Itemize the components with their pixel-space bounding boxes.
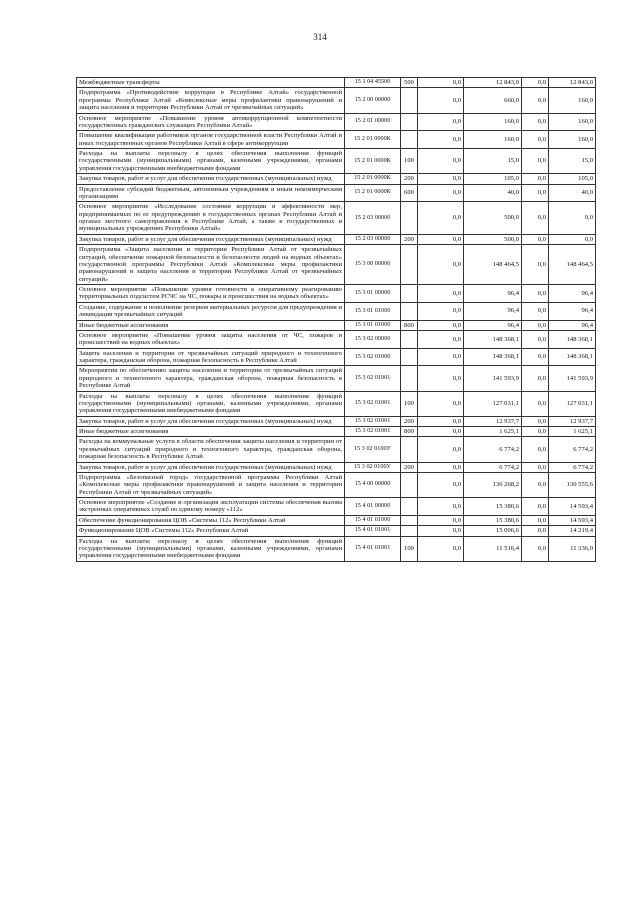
target-code: 15 4 00 00000 [345,472,401,497]
amount-4: 130 555,6 [549,472,596,497]
amount-4: 0,0 [549,202,596,235]
target-code: 15 2 00 00000 [345,88,401,113]
row-name: Повышение квалификации работников органов государственной власти Республики Алтай и иных государственных органов Республики Алтай в сфере антикоррупции [77,131,345,149]
target-code: 15 4 01 01001 [345,536,401,561]
row-name: Закупка товаров, работ и услуг для обеспечения государственных (муниципальных) нужд [77,416,345,426]
amount-1: 0,0 [418,245,464,285]
amount-3: 0,0 [522,245,549,285]
expense-type [401,366,418,391]
expense-type [401,472,418,497]
amount-1: 0,0 [418,391,464,416]
amount-1: 0,0 [418,302,464,320]
page-number: 314 [313,32,327,42]
amount-3: 0,0 [522,330,549,348]
amount-1: 0,0 [418,330,464,348]
amount-4: 14 219,4 [549,526,596,536]
row-name: Закупка товаров, работ и услуг для обеспечения государственных (муниципальных) нужд [77,174,345,184]
expense-type: 800 [401,427,418,437]
amount-3: 0,0 [522,462,549,472]
amount-3: 0,0 [522,131,549,149]
amount-1: 0,0 [418,78,464,88]
row-name: Предоставление субсидий бюджетным, автономным учреждениям и иным некоммерческим организациям [77,184,345,202]
table-row [77,498,596,516]
amount-2: 136 268,2 [464,472,522,497]
row-name: Расходы на выплаты персоналу в целях обеспечения выполнения функций государственными (муниципальными) органами, казенными учреждениями, органами управления государственными внебюджетными фондами [77,391,345,416]
target-code: 15 2 01 0000К [345,174,401,184]
expense-type [401,131,418,149]
table-row [77,330,596,348]
table-row [77,437,596,462]
row-name: Подпрограмма «Противодействие коррупции в Республике Алтай» государственной программы Республики Алтай «Комплексные меры профилактики правонарушений и защита населения и территории Республики Алтай от чрезвычайных ситуаций» [77,88,345,113]
expense-type: 200 [401,462,418,472]
amount-1: 0,0 [418,184,464,202]
expense-type [401,437,418,462]
row-name: Обеспечение функционирования ЦОВ «Системы 112» Республики Алтай [77,515,345,525]
amount-1: 0,0 [418,536,464,561]
amount-3: 0,0 [522,526,549,536]
amount-3: 0,0 [522,348,549,366]
amount-2: 160,0 [464,113,522,131]
amount-4: 148 464,5 [549,245,596,285]
target-code: 15 3 00 00000 [345,245,401,285]
expense-type: 200 [401,234,418,244]
expense-type [401,285,418,303]
expense-type: 200 [401,416,418,426]
row-name: Мероприятия по обеспечению защиты населения и территории от чрезвычайных ситуаций природного и техногенного характера, гражданская оборона, пожарная безопасность в Республике Алтай [77,366,345,391]
amount-4: 160,0 [549,113,596,131]
amount-4: 11 336,0 [549,536,596,561]
row-name: Расходы на выплаты персоналу в целях обеспечения выполнения функций государственными (муниципальными) органами, казенными учреждениями, органами управления государственными внебюджетными фондами [77,536,345,561]
amount-3: 0,0 [522,366,549,391]
target-code: 15 2 01 0000К [345,149,401,174]
amount-4: 14 593,4 [549,498,596,516]
amount-2: 96,4 [464,302,522,320]
amount-4: 6 774,2 [549,437,596,462]
target-code: 15 3 02 01001 [345,416,401,426]
amount-1: 0,0 [418,427,464,437]
target-code: 15 3 01 01000 [345,302,401,320]
table-row [77,536,596,561]
amount-4: 96,4 [549,320,596,330]
row-name: Основное мероприятие «Создание и организация эксплуатации системы обеспечения вызова экстренных оперативных служб по единому номеру «112» [77,498,345,516]
expense-type: 100 [401,536,418,561]
target-code: 15 3 02 01001 [345,427,401,437]
amount-3: 0,0 [522,302,549,320]
row-name: Функционирование ЦОВ «Системы 112» Республики Алтай [77,526,345,536]
amount-4: 12 843,0 [549,78,596,88]
expense-type [401,113,418,131]
amount-2: 96,4 [464,320,522,330]
amount-2: 127 031,1 [464,391,522,416]
row-name: Защита населения и территории от чрезвычайных ситуаций природного и техногенного характера, гражданская оборона, пожарная безопасность в Республике Алтай [77,348,345,366]
row-name: Закупка товаров, работ и услуг для обеспечения государственных (муниципальных) нужд [77,462,345,472]
target-code: 15 2 01 00000 [345,113,401,131]
amount-3: 0,0 [522,498,549,516]
amount-3: 0,0 [522,536,549,561]
row-name: Основное мероприятие «Повышение уровня антикоррупционной компетентности государственных гражданских служащих Республики Алтай» [77,113,345,131]
table-row [77,245,596,285]
row-name: Расходы на коммунальные услуги в области обеспечения защиты населения и территории от чрезвычайных ситуаций природного и техногенного характера, гражданская оборона, пожарная безопасность в Республике Алтай [77,437,345,462]
amount-3: 0,0 [522,88,549,113]
target-code: 15 3 02 00000 [345,330,401,348]
target-code: 15 3 02 01001 [345,366,401,391]
target-code: 15 4 01 01000 [345,515,401,525]
amount-1: 0,0 [418,348,464,366]
target-code: 15 2 01 0000К [345,184,401,202]
expense-type [401,302,418,320]
table-row [77,366,596,391]
target-code: 15 4 01 01001 [345,526,401,536]
table-row [77,391,596,416]
amount-4: 105,0 [549,174,596,184]
amount-2: 15 380,6 [464,498,522,516]
amount-4: 40,0 [549,184,596,202]
row-name: Расходы на выплаты персоналу в целях обеспечения выполнения функций государственными (муниципальными) органами, казенными учреждениями, органами управления государственными внебюджетными фондами [77,149,345,174]
amount-3: 0,0 [522,320,549,330]
table-row [77,78,596,88]
target-code: 15 1 04 45500 [345,78,401,88]
amount-2: 500,0 [464,202,522,235]
amount-4: 96,4 [549,302,596,320]
amount-1: 0,0 [418,437,464,462]
target-code: 15 3 02 01001 [345,391,401,416]
amount-2: 15 380,6 [464,515,522,525]
amount-2: 12 937,7 [464,416,522,426]
amount-1: 0,0 [418,320,464,330]
expense-type [401,348,418,366]
table-row [77,131,596,149]
amount-2: 148 368,1 [464,330,522,348]
amount-2: 12 843,0 [464,78,522,88]
expense-type: 500 [401,78,418,88]
target-code: 15 2 03 00000 [345,202,401,235]
expense-type [401,88,418,113]
amount-2: 6 774,2 [464,462,522,472]
target-code: 15 3 02 01000 [345,348,401,366]
amount-4: 160,0 [549,88,596,113]
amount-1: 0,0 [418,149,464,174]
table-row [77,302,596,320]
amount-2: 40,0 [464,184,522,202]
table-row [77,285,596,303]
target-code: 15 2 01 0000К [345,131,401,149]
amount-2: 15 006,6 [464,526,522,536]
expense-type: 600 [401,184,418,202]
amount-3: 0,0 [522,184,549,202]
row-name: Закупка товаров, работ и услуг для обеспечения государственных (муниципальных) нужд [77,234,345,244]
amount-3: 0,0 [522,472,549,497]
row-name: Создание, содержание и пополнение резервов материальных ресурсов для предупреждения и ликвидации чрезвычайных ситуаций [77,302,345,320]
amount-3: 0,0 [522,174,549,184]
table-row [77,88,596,113]
amount-4: 12 937,7 [549,416,596,426]
row-name: Подпрограмма «Защита населения и территории Республики Алтай от чрезвычайных ситуаций, обеспечение пожарной безопасности и безопасности людей на водных объектах» государственной программы Республики Алтай «Комплексные меры профилактики правонарушений и защита населения и территории Республики Алтай от чрезвычайных ситуаций» [77,245,345,285]
expense-type: 800 [401,320,418,330]
amount-4: 14 593,4 [549,515,596,525]
amount-3: 0,0 [522,427,549,437]
amount-1: 0,0 [418,416,464,426]
amount-3: 0,0 [522,149,549,174]
amount-4: 1 625,1 [549,427,596,437]
amount-1: 0,0 [418,202,464,235]
amount-3: 0,0 [522,391,549,416]
amount-4: 15,0 [549,149,596,174]
amount-2: 148 464,5 [464,245,522,285]
amount-1: 0,0 [418,285,464,303]
amount-2: 148 368,1 [464,348,522,366]
table-row [77,427,596,437]
amount-2: 105,0 [464,174,522,184]
target-code: 15 3 02 0100У [345,437,401,462]
amount-2: 11 516,4 [464,536,522,561]
amount-1: 0,0 [418,113,464,131]
target-code: 15 4 01 00000 [345,498,401,516]
table-row [77,184,596,202]
amount-1: 0,0 [418,472,464,497]
table-row [77,348,596,366]
row-name: Основное мероприятие «Повышение уровня защиты населения от ЧС, пожаров и происшествий на водных объектах» [77,330,345,348]
amount-3: 0,0 [522,285,549,303]
amount-2: 1 625,1 [464,427,522,437]
target-code: 15 3 02 0100У [345,462,401,472]
amount-1: 0,0 [418,498,464,516]
expense-type [401,498,418,516]
amount-4: 127 031,1 [549,391,596,416]
table-row [77,472,596,497]
table-row [77,174,596,184]
table-row [77,462,596,472]
amount-2: 160,0 [464,131,522,149]
amount-4: 148 368,1 [549,330,596,348]
expense-type [401,245,418,285]
amount-2: 15,0 [464,149,522,174]
row-name: Основное мероприятие «Повышение уровня готовности к оперативному реагированию территориальных подсистем РСЧС на ЧС, пожары и происшествия на водных объектах» [77,285,345,303]
amount-3: 0,0 [522,416,549,426]
amount-4: 96,4 [549,285,596,303]
amount-2: 500,0 [464,234,522,244]
amount-3: 0,0 [522,437,549,462]
amount-1: 0,0 [418,174,464,184]
row-name: Основное мероприятие «Исследование состояния коррупции и эффективности мер, предпринимаемых по ее предупреждению в государственных органах Республики Алтай и органах местного самоуправления в Республике Алтай, а также в государственных и муниципальных учреждениях Республики Алтай» [77,202,345,235]
amount-1: 0,0 [418,131,464,149]
amount-2: 141 593,9 [464,366,522,391]
row-name: Подпрограмма «Безопасный город» государственной программы Республики Алтай «Комплексные меры профилактики правонарушений и защита населения и территории Республики Алтай от чрезвычайных ситуаций» [77,472,345,497]
amount-2: 6 774,2 [464,437,522,462]
table-row [77,202,596,235]
expense-type: 100 [401,149,418,174]
target-code: 15 2 03 00000 [345,234,401,244]
amount-3: 0,0 [522,113,549,131]
amount-3: 0,0 [522,202,549,235]
amount-3: 0,0 [522,234,549,244]
row-name: Иные бюджетные ассигнования [77,427,345,437]
expense-type: 100 [401,391,418,416]
table-row [77,149,596,174]
amount-4: 160,0 [549,131,596,149]
amount-3: 0,0 [522,515,549,525]
target-code: 15 3 01 00000 [345,285,401,303]
amount-1: 0,0 [418,234,464,244]
expense-type [401,526,418,536]
amount-1: 0,0 [418,88,464,113]
amount-3: 0,0 [522,78,549,88]
amount-2: 96,4 [464,285,522,303]
expense-type [401,202,418,235]
target-code: 15 3 01 01000 [345,320,401,330]
table-row [77,515,596,525]
amount-1: 0,0 [418,366,464,391]
amount-4: 0,0 [549,234,596,244]
budget-table [76,77,596,562]
amount-2: 660,0 [464,88,522,113]
table-row [77,416,596,426]
row-name: Иные бюджетные ассигнования [77,320,345,330]
row-name: Межбюджетные трансферты [77,78,345,88]
table-row [77,113,596,131]
table-row [77,234,596,244]
expense-type: 200 [401,174,418,184]
amount-1: 0,0 [418,515,464,525]
table-row [77,320,596,330]
table-row [77,526,596,536]
expense-type [401,515,418,525]
amount-4: 6 774,2 [549,462,596,472]
amount-4: 148 368,1 [549,348,596,366]
amount-1: 0,0 [418,462,464,472]
amount-4: 141 593,9 [549,366,596,391]
expense-type [401,330,418,348]
amount-1: 0,0 [418,526,464,536]
